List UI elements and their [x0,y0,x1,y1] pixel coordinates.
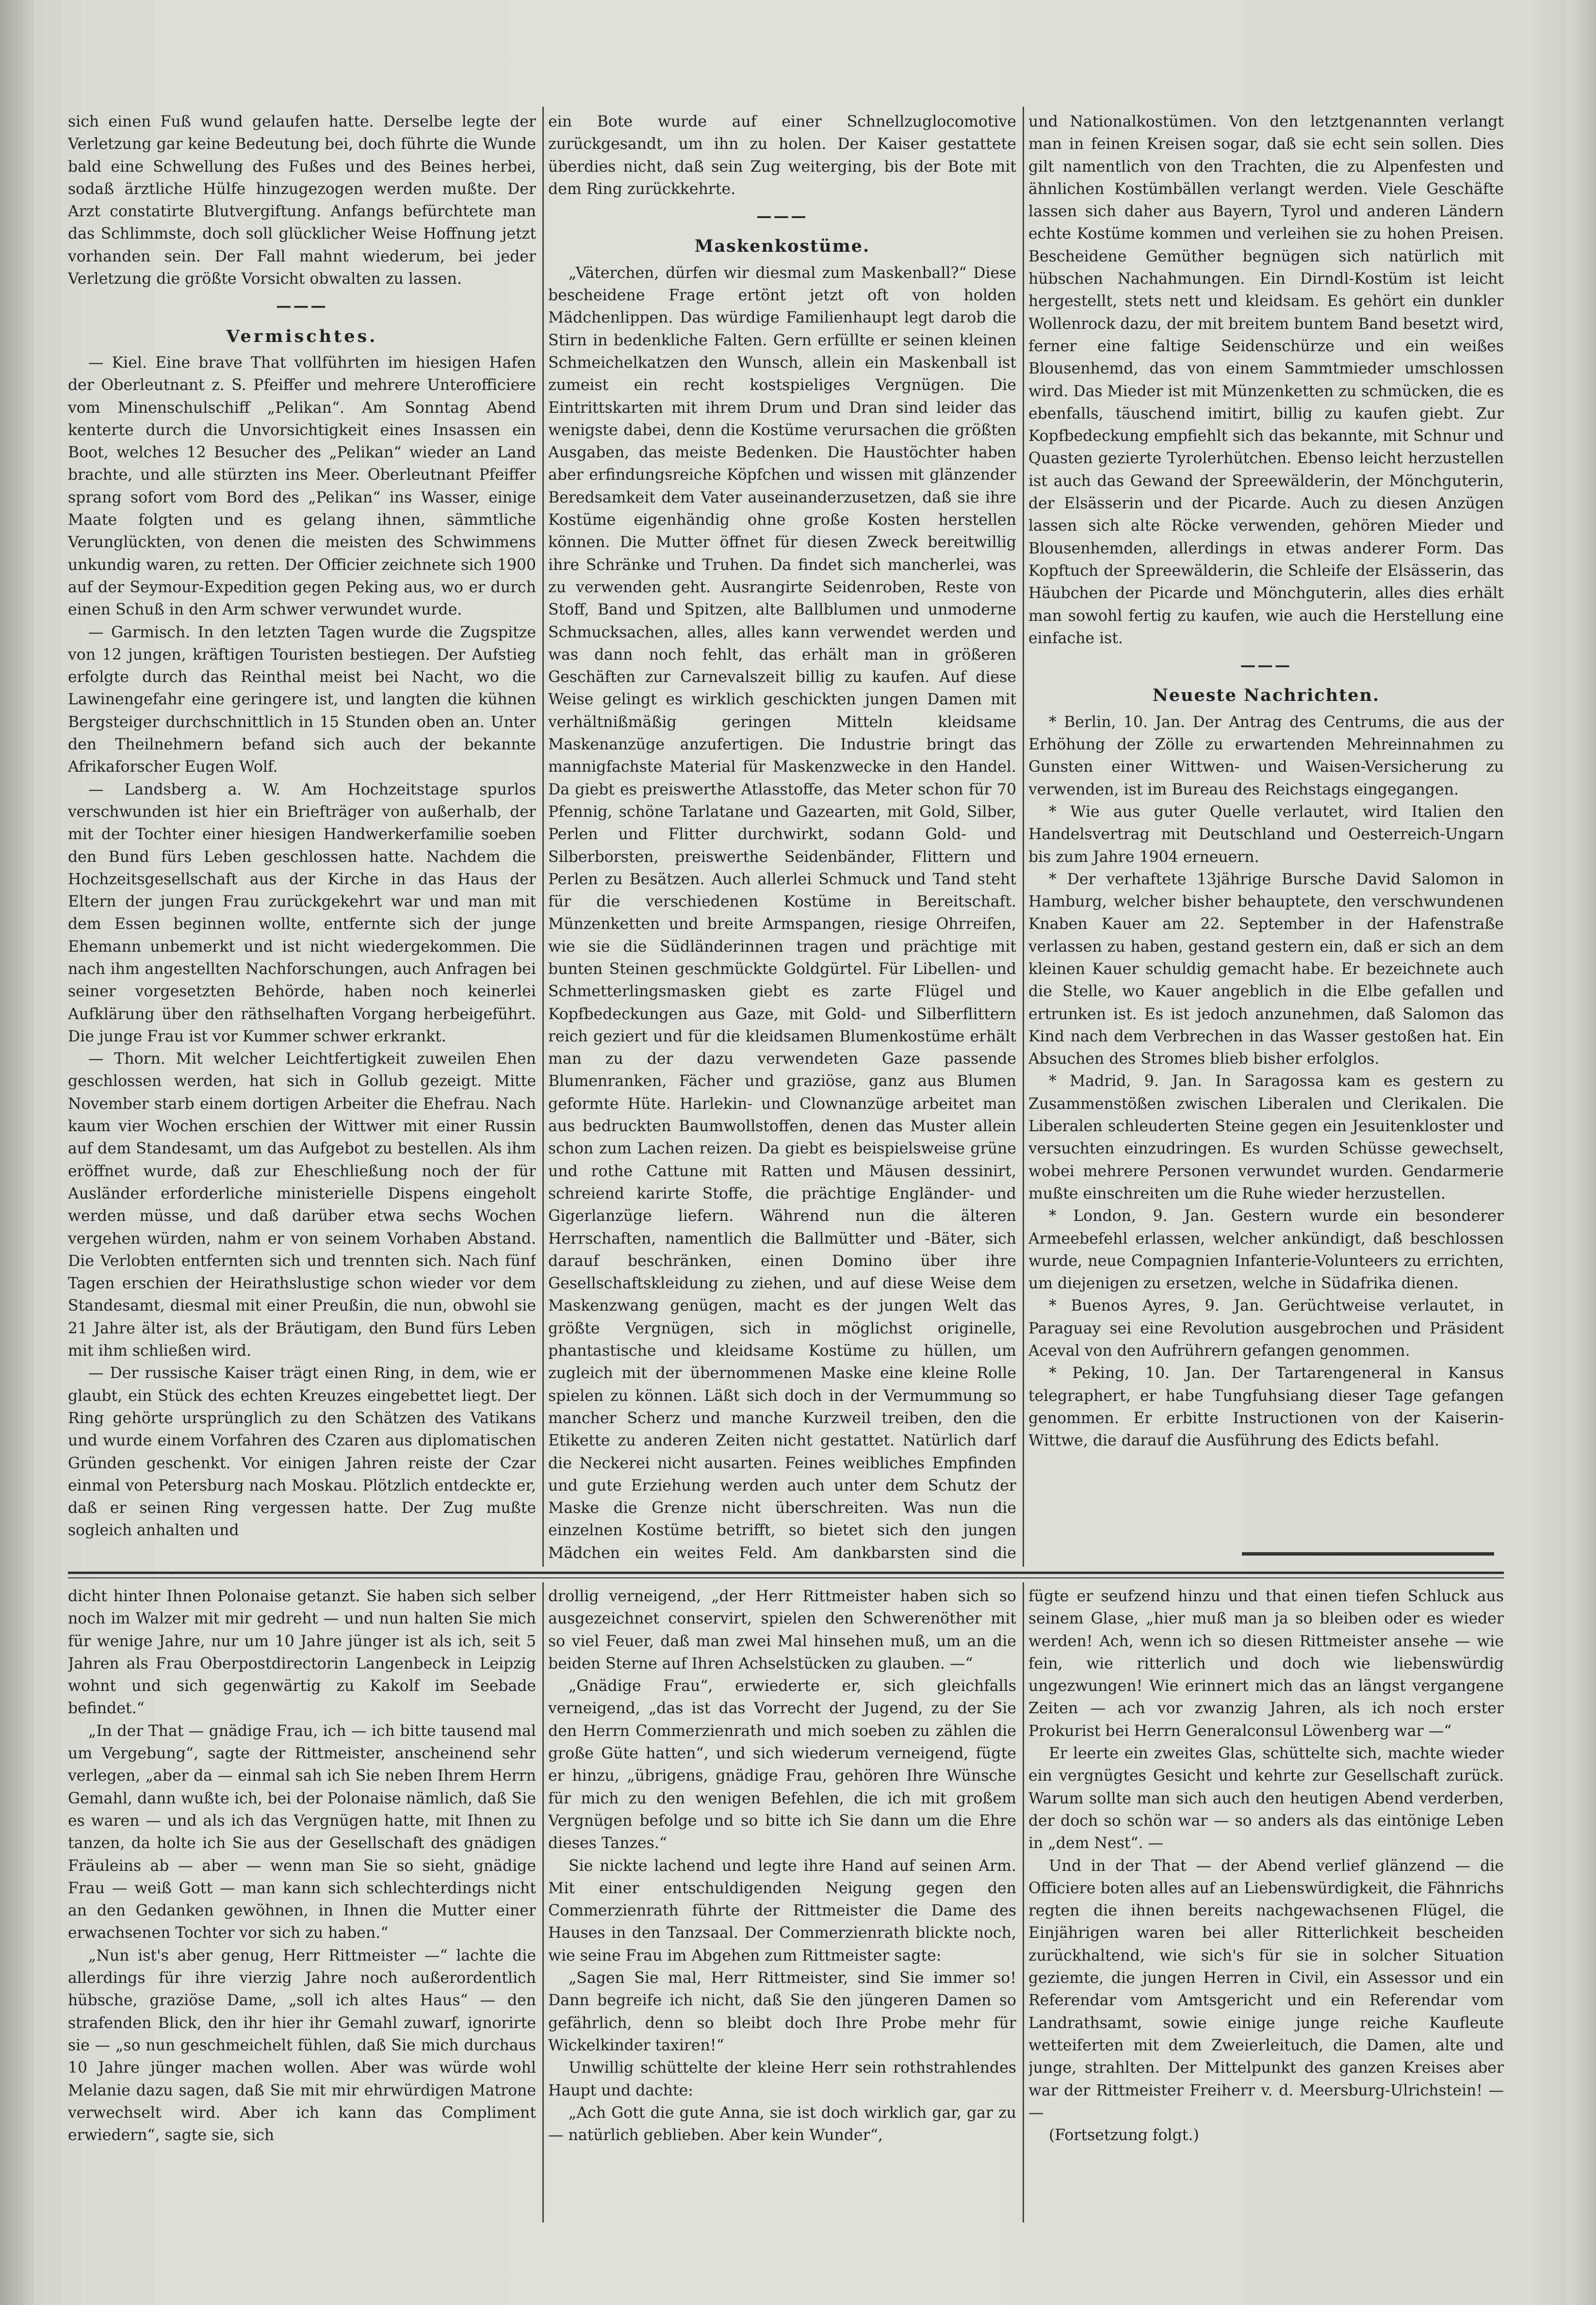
heading-maskenkostueme: Maskenkostüme. [694,236,870,257]
continued-note: (Fortsetzung folgt.) [1049,2126,1199,2144]
news-item: * Peking, 10. Jan. Der Tartarengeneral in Kansus telegraphert, er habe Tungfuhsiang dieser Tage gefangen genommen. Er erbitte Instructionen von der Kaiserin-Wittwe, die darauf die Ausführung des Edicts befahl. [1028,1364,1504,1450]
column-1-intro: sich einen Fuß wund gelaufen hatte. Derselbe legte der Verletzung gar keine Bedeutung bei, doch führte die Wunde bald eine Schwellung des Fußes und des Beines herbei, sodaß ärztliche Hülfe hinzugezogen werden mußte. Der Arzt constatirte Blutvergiftung. Anfangs befürchtete man das Schlimmste, doch soll glücklicher Weise Hoffnung jetzt vorhanden sein. Der Fall mahnt wiederum, bei jeder Verletzung die größte Vorsicht obwalten zu lassen. [68,113,536,288]
column-3-intro: und Nationalkostümen. Von den letztgenannten verlangt man in feinen Kreisen sogar, daß sie echt sein sollen. Dies gilt namentlich von den Trachten, die zu Alpenfesten und ähnlichen Kostümbällen verlangt werden. Viele Geschäfte lassen sich daher aus Bayern, Tyrol und anderen Ländern echte Kostüme kommen und verleihen sie zu hohen Preisen. Bescheidene Gemüther begnügen sich natürlich mit hübschen Nachahmungen. Ein Dirndl-Kostüm ist leicht hergestellt, stets nett und kleidsam. Es gehört ein dunkler Wollenrock dazu, der mit breitem buntem Band besetzt wird, ferner eine faltige Seidenschürze und ein weißes Blousenhemd, das von einem Sammtmieder umschlossen wird. Das Mieder ist mit Münzenketten zu schmücken, die es ebenfalls, täuschend imitirt, billig zu kaufen giebt. Zur Kopfbedeckung empfiehlt sich das bekannte, mit Schnur und Quasten gezierte Tyrolerhütchen. Ebenso leicht herzustellen ist auch das Gewand der Spreewälderin, der Mönchguterin, der Elsässerin und der Picarde. Auch zu diesen Anzügen lassen sich alte Röcke verwenden, gehören Mieder und Blousenhemden, allerdings in etwas anderer Form. Das Kopftuch der Spreewälderin, die Schleife der Elsässerin, das Häubchen der Picarde und Mönchguterin, alles dies erhält man sowohl fertig zu kaufen, wie auch die Herstellung eine einfache ist. [1028,113,1504,647]
page-edge [1567,0,1596,2305]
end-rule [1242,1552,1494,1556]
feuilleton-column-3 [1028,1585,1504,2221]
feuilleton-paragraph: Unwillig schüttelte der kleine Herr sein rothstrahlendes Haupt und dachte: [548,2059,1016,2099]
heading-neueste-nachrichten: Neueste Nachrichten. [1152,685,1380,706]
column-3 [1028,111,1504,1562]
column-divider [542,1582,544,2223]
feuilleton-paragraph: Sie nickte lachend und legte ihre Hand auf seinen Arm. Mit einer entschuldigenden Neigung gegen den Commerzienrath führte der Rittmeister die Dame des Hauses in den Tanzsaal. Der Commerzienrath blickte noch, wie seine Frau im Abgehen zum Rittmeister sagte: [548,1857,1016,1964]
news-item: * Madrid, 9. Jan. In Saragossa kam es gestern zu Zusammenstößen zwischen Liberalen und Clerikalen. Die Liberalen schleuderten Steine gegen ein Jesuitenkloster und versuchten einzudringen. Es wurden Schüsse gewechselt, wobei mehrere Personen verwundet wurden. Gendarmerie mußte einschreiten um die Ruhe wieder herzustellen. [1028,1072,1504,1202]
feuilleton-rule-thin [68,1577,1504,1578]
heading-vermischtes: Vermischtes. [226,326,378,346]
feuilleton-paragraph: „Gnädige Frau“, erwiederte er, sich gleichfalls verneigend, „das ist das Vorrecht der Jugend, zu der Sie den Herrn Commerzienrath und mich soeben zu zählen die große Güte hatten“, und sich wiederum verneigend, fügte er hinzu, „übrigens, gnädige Frau, gehören Ihre Wünsche für mich zu den wenigen Befehlen, die ich mit großem Vergnügen befolge und so bitte ich Sie dann um die Ehre dieses Tanzes.“ [548,1677,1016,1852]
article-paragraph: „Väterchen, dürfen wir diesmal zum Maskenball?“ Diese bescheidene Frage ertönt jetzt oft von holden Mädchenlippen. Das würdige Familienhaupt legt darob die Stirn in bedenkliche Falten. Gern erfüllte er seinen kleinen Schmeichelkatzen den Wunsch, allein ein Maskenball ist zumeist ein recht kostspieliges Vergnügen. Die Eintrittskarten mit ihrem Drum und Dran sind leider das wenigste dabei, denn die Kostüme verursachen die größten Ausgaben, das meiste Bedenken. Die Haustöchter haben aber erfindungsreiche Köpfchen und wissen mit glänzender Beredsamkeit dem Vater auseinanderzusetzen, daß sie ihre Kostüme eigenhändig ohne große Kosten herstellen können. Die Mutter öffnet für diesen Zweck bereitwillig ihre Schränke und Truhen. Da findet sich mancherlei, was zu verwenden geht. Ausrangirte Seidenroben, Reste von Stoff, Band und Spitzen, alte Ballblumen und unmoderne Schmucksachen, alles, alles kann verwendet werden und was dann noch fehlt, das erhält man in größeren Geschäften zur Carnevalszeit billig zu kaufen. Auf diese Weise gelingt es wirklich geschickten jungen Damen mit verhältnißmäßig geringen Mitteln kleidsame Maskenanzüge anzufertigen. Die Industrie bringt das mannigfachste Material für Maskenzwecke in den Handel. Da giebt es preiswerthe Atlasstoffe, das Meter schon für 70 Pfennig, schöne Tarlatane und Gazearten, mit Gold, Silber, Perlen und Flitter durchwirkt, sodann Gold- und Silberborsten, preiswerthe Seidenbänder, Flittern und Perlen zu Besätzen. Auch allerlei Schmuck und Tand steht für die verschiedenen Kostüme in Bereitschaft. Münzenketten und breite Armspangen, riesige Ohrreifen, wie sie die Südländerinnen tragen und prächtige mit bunten Steinen geschmückte Goldgürtel. Für Libellen- und Schmetterlingsmasken giebt es zarte Flügel und Kopfbedeckungen aus Gaze, mit Gold- und Silberflittern reich geziert und für die kleidsamen Blumenkostüme erhält man zu der dazu verwendeten Gaze passende Blumenranken, Fächer und graziöse, ganz aus Blumen geformte Hüte. Harlekin- und Clownanzüge arbeitet man aus bedruckten Baumwollstoffen, denen das Muster allein schon zum Lachen reizen. Da giebt es beispielsweise grüne und rothe Cattune mit Ratten und Mäusen dessinirt, schreiend karirte Stoffe, die prächtige Engländer- und Gigerlanzüge liefern. Während nun die älteren Herrschaften, namentlich die Ballmütter und -Bäter, sich darauf beschränken, einen Domino über ihre Gesellschaftskleidung zu ziehen, und auf diese Weise dem Maskenzwang genügen, macht es der jungen Welt das größte Vergnügen, sich in möglichst originelle, phantastische und kleidsame Kostüme zu hüllen, um zugleich mit der übernommenen Maske eine kleine Rolle spielen zu können. Läßt sich doch in der Vermummung so mancher Scherz und manche Kurzweil treiben, den die Etikette zu anderen Zeiten nicht gestattet. Natürlich darf die Neckerei nicht ausarten. Feines weibliches Empfinden und gute Erziehung werden auch unter dem Schutz der Maske die Grenze nicht überschreiten. Was nun die einzelnen Kostüme betrifft, so bietet sich den jungen Mädchen ein weites Feld. Am dankbarsten sind die [548,264,1016,1562]
column-divider [542,107,544,1567]
feuilleton-paragraph: Er leerte ein zweites Glas, schüttelte sich, machte wieder ein vergnügtes Gesicht und kehrte zur Gesellschaft zurück. Warum sollte man sich auch den heutigen Abend verderben, der doch so schön war — so anders als das eintönige Leben in „dem Nest“. — [1028,1745,1504,1852]
feuilleton-column-2 [548,1585,1016,2221]
column-divider [1023,1582,1024,2223]
column-1 [68,111,536,1562]
page-binding [0,0,34,2305]
news-item: * Berlin, 10. Jan. Der Antrag des Centrums, die aus der Erhöhung der Zölle zu erwartenden Mehreinnahmen zu Gunsten einer Wittwen- und Waisen-Versicherung zu verwenden, ist im Bureau des Reichstags eingegangen. [1028,713,1504,798]
news-item: — Thorn. Mit welcher Leichtfertigkeit zuweilen Ehen geschlossen werden, hat sich in Gollub gezeigt. Mitte November starb einem dortigen Arbeiter die Ehefrau. Nach kaum vier Wochen erschien der Wittwer mit einer Russin auf dem Standesamt, um das Aufgebot zu bestellen. Als ihm eröffnet wurde, daß zur Eheschließung noch der für Ausländer erforderliche ministerielle Dispens eingeholt werden müsse, und daß darüber etwa sechs Wochen vergehen würden, nahm er von seinem Vorhaben Abstand. Die Verlobten entfernten sich und trennten sich. Nach fünf Tagen erschien der Heirathslustige schon wieder vor dem Standesamt, diesmal mit einer Preußin, die nun, obwohl sie 21 Jahre älter ist, als der Bräutigam, den Bund fürs Leben mit ihm schließen wird. [68,1050,536,1360]
section-separator: ——— [276,297,328,315]
news-item: — Landsberg a. W. Am Hochzeitstage spurlos verschwunden ist hier ein Briefträger von außerhalb, der mit der Tochter einer hiesigen Handwerkerfamilie soeben den Bund fürs Leben geschlossen hatte. Nachdem die Hochzeitsgesellschaft aus der Kirche in das Haus der Eltern der jungen Frau zurückgekehrt war und man mit dem Essen beginnen wollte, entfernte sich der junge Ehemann unbemerkt und ist nicht wiedergekommen. Die nach ihm angestellten Nachforschungen, auch Anfragen bei seiner vorgesetzten Behörde, haben noch keinerlei Aufklärung über den räthselhaften Vorgang herbeigeführt. Die junge Frau ist vor Kummer schwer erkrankt. [68,780,536,1045]
feuilleton-paragraph: drollig verneigend, „der Herr Rittmeister haben sich so ausgezeichnet conservirt, spielen den Schwerenöther mit so viel Feuer, daß man zwei Mal hinsehen muß, um an die beiden Sterne auf Ihren Achselstücken zu glauben. —“ [548,1588,1016,1672]
feuilleton-paragraph: „In der That — gnädige Frau, ich — ich bitte tausend mal um Vergebung“, sagte der Rittmeister, anscheinend sehr verlegen, „aber da — einmal sah ich Sie neben Ihrem Herrn Gemahl, dann wußte ich, bei der Polonaise nämlich, daß Sie es waren — und als ich das Vergnügen hatte, mit Ihnen zu tanzen, da holte ich Sie aus der Gesellschaft des gnädigen Fräuleins ab — aber — wenn man Sie so sieht, gnädige Frau — weiß Gott — man kann sich schlechterdings nicht an den Gedanken gewöhnen, in Ihnen die Mutter einer erwachsenen Tochter vor sich zu haben.“ [68,1722,536,1942]
news-item: * Buenos Ayres, 9. Jan. Gerüchtweise verlautet, in Paraguay sei eine Revolution ausgebrochen und Präsident Aceval von den Aufrührern gefangen genommen. [1028,1297,1504,1360]
feuilleton-paragraph: „Sagen Sie mal, Herr Rittmeister, sind Sie immer so! Dann begreife ich nicht, daß Sie den jüngeren Damen so gefährlich, denn so bleibt doch Ihre Probe mehr für Wickelkinder taxiren!“ [548,1969,1016,2054]
feuilleton-column-1 [68,1585,536,2221]
news-item: * London, 9. Jan. Gestern wurde ein besonderer Armeebefehl erlassen, welcher ankündigt, daß beschlossen wurde, neue Compagnien Infanterie-Volunteers zu errichten, um diejenigen zu ersetzen, welche in Südafrika dienen. [1028,1207,1504,1293]
feuilleton-paragraph: fügte er seufzend hinzu und that einen tiefen Schluck aus seinem Glase, „hier muß man ja so bleiben oder es wieder werden! Ach, wenn ich so diesen Rittmeister ansehe — wie fein, wie ritterlich und doch wie liebenswürdig ungezwungen! Wie erinnert mich das an längst vergangene Zeiten — ach vor zwanzig Jahren, als ich noch erster Prokurist bei Herrn Generalconsul Löwenberg war —“ [1028,1588,1504,1740]
column-2-intro: ein Bote wurde auf einer Schnellzuglocomotive zurückgesandt, um ihn zu holen. Der Kaiser gestattete überdies nicht, daß sein Zug weiterging, bis der Bote mit dem Ring zurückkehrte. [548,113,1016,198]
news-item: * Der verhaftete 13jährige Bursche David Salomon in Hamburg, welcher bisher behauptete, den verschwundenen Knaben Kauer am 22. September in der Hafenstraße verlassen zu haben, gestand gestern ein, daß er sich an dem kleinen Kauer schuldig gemacht habe. Er bezeichnete auch die Stelle, wo Kauer angeblich in die Elbe gefallen und ertrunken ist. Es ist jedoch anzunehmen, daß Salomon das Kind nach dem Verbrechen in das Wasser gestoßen hat. Ein Absuchen des Stromes blieb bisher erfolglos. [1028,870,1504,1068]
feuilleton-paragraph: „Nun ist's aber genug, Herr Rittmeister —“ lachte die allerdings für ihre vierzig Jahre noch außerordentlich hübsche, graziöse Dame, „soll ich altes Haus“ — den strafenden Blick, den ihr hier ihr Gemahl zuwarf, ignorirte sie — „so nun geschmeichelt fühlen, daß Sie mich durchaus 10 Jahre jünger machen wollen. Aber was würde wohl Melanie dazu sagen, daß Sie mit mir ehrwürdigen Matrone verwechselt wird. Aber ich kann das Compliment erwiedern“, sagte sie, sich [68,1947,536,2144]
feuilleton-rule [68,1572,1504,1574]
feuilleton-paragraph: Und in der That — der Abend verlief glänzend — die Officiere boten alles auf an Liebenswürdigkeit, die Fähnrichs regten die ihnen bereits nachgewachsenen Flügel, die Einjährigen waren bei aller Ritterlichkeit bescheiden zurückhaltend, wie sich's für sie in solcher Situation geziemte, die jungen Herren in Civil, ein Assessor und ein Referendar vom Amtsgericht und ein Referendar vom Landrathsamt, sowie einige junge reiche Kaufleute wetteiferten mit dem Zweierleituch, die Damen, alte und junge, strahlten. Der Mittelpunkt des ganzen Kreises aber war der Rittmeister Freiherr v. d. Meersburg-Ulrichstein! — — [1028,1857,1504,2122]
news-item: * Wie aus guter Quelle verlautet, wird Italien den Handelsvertrag mit Deutschland und Oesterreich-Ungarn bis zum Jahre 1904 erneuern. [1028,803,1504,866]
feuilleton-paragraph: „Ach Gott die gute Anna, sie ist doch wirklich gar, gar zu — natürlich geblieben. Aber kein Wunder“, [548,2104,1016,2144]
column-2 [548,111,1016,1562]
column-divider [1023,107,1024,1567]
news-item: — Der russische Kaiser trägt einen Ring, in dem, wie er glaubt, ein Stück des echten Kreuzes eingebettet liegt. Der Ring gehörte ursprünglich zu den Schätzen des Vatikans und wurde einem Vorfahren des Czaren aus diplomatischen Gründen geschenkt. Vor einigen Jahren reiste der Czar einmal von Petersburg nach Moskau. Plötzlich entdeckte er, daß er seinen Ring vergessen hatte. Der Zug mußte sogleich anhalten und [68,1364,536,1540]
feuilleton-paragraph: dicht hinter Ihnen Polonaise getanzt. Sie haben sich selber noch im Walzer mit mir gedreht — und nun halten Sie mich für wenige Jahre, nur um 10 Jahre jünger ist als ich, seit 5 Jahren als Frau Oberpostdirectorin Langenbeck in Leipzig wohnt und sich gegenwärtig zu Kakolf im Seebade befindet.“ [68,1588,536,1718]
section-separator: ——— [756,207,808,226]
news-item: — Kiel. Eine brave That vollführten im hiesigen Hafen der Oberleutnant z. S. Pfeiffer und mehrere Unterofficiere vom Minenschulschiff „Pelikan“. Am Sonntag Abend kenterte durch die Unvorsichtigkeit eines Insassen ein Boot, welches 12 Besucher des „Pelikan“ wieder an Land brachte, und alle stürzten ins Meer. Oberleutnant Pfeiffer sprang sofort vom Bord des „Pelikan“ ins Wasser, einige Maate folgten und es gelang ihnen, sämmtliche Verunglückten, von denen die meisten des Schwimmens unkundig waren, zu retten. Der Officier zeichnete sich 1900 auf der Seymour-Expedition gegen Peking aus, wo er durch einen Schuß in den Arm schwer verwundet wurde. [68,354,536,619]
news-item: — Garmisch. In den letzten Tagen wurde die Zugspitze von 12 jungen, kräftigen Touristen bestiegen. Der Aufstieg erfolgte durch das Reinthal meist bei Nacht, wo die Lawinengefahr eine geringere ist, und langten die kühnen Bergsteiger durchschnittlich in 15 Stunden oben an. Unter den Theilnehmern befand sich auch der bekannte Afrikaforscher Eugen Wolf. [68,623,536,776]
section-separator: ——— [1240,656,1292,675]
